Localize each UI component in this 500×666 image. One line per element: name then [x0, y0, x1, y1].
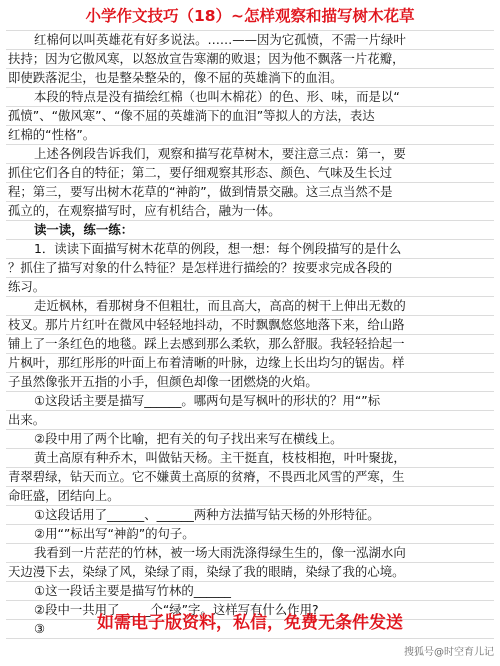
text-line: ①这段话用了______、______两种方法描写钻天杨的外形特征。	[6, 506, 494, 525]
text-line: ③	[6, 620, 494, 639]
text-line: 红棉的“性格”。	[6, 126, 494, 145]
text-line: 孤愤”、“傲风寒”、“像不屈的英雄淌下的血泪”等拟人的方法，表达	[6, 107, 494, 126]
text-line: 程；第三，要写出树木花草的“神韵”，做到情景交融。这三点当然不是	[6, 183, 494, 202]
promo-banner: 如需电子版资料，私信，免费无条件发送	[97, 613, 403, 633]
watermark: 搜狐号@时空育儿记	[404, 647, 494, 658]
text-line: 天边漫下去，染绿了风，染绿了雨，染绿了我的眼睛，染绿了我的心境。	[6, 563, 494, 582]
text-line: 出来。	[6, 411, 494, 430]
section-heading: 读一读，练一练：	[6, 221, 494, 240]
text-line: ①这段话主要是描写______。哪两句是写枫叶的形状的？用“”标	[6, 392, 494, 411]
text-line: 铺上了一条红色的地毯。踩上去感到那么柔软，那么舒服。我轻轻拾起一	[6, 335, 494, 354]
text-line: 抓住它们各自的特征；第二，要仔细观察其形态、颜色、气味及生长过	[6, 164, 494, 183]
text-line: 黄土高原有种乔木，叫做钻天杨。主干挺直，枝枝相抱，叶叶聚拢，	[6, 449, 494, 468]
text-line: 扶持；因为它傲风寒，以怒放宣告寒潮的败退；因为他不飘落一片花瓣，	[6, 50, 494, 69]
text-line: ？抓住了描写对象的什么特征？是怎样进行描绘的？按要求完成各段的	[6, 259, 494, 278]
text-line: 上述各例段告诉我们，观察和描写花草树木，要注意三点：第一，要	[6, 145, 494, 164]
text-line: 枝叉。那片片红叶在微风中轻轻地抖动，不时飘飘悠悠地落下来，给山路	[6, 316, 494, 335]
text-line: 命旺盛，团结向上。	[6, 487, 494, 506]
text-line: 本段的特点是没有描绘红棉（也叫木棉花）的色、形、味，而是以“	[6, 88, 494, 107]
text-line: ②段中一共用了_____个“绿”字。这样写有什么作用?	[6, 601, 494, 620]
text-line: 走近枫林，看那树身不但粗壮，而且高大，高高的树干上伸出无数的	[6, 297, 494, 316]
text-line: 子虽然像张开五指的小手，但颜色却像一团燃烧的火焰。	[6, 373, 494, 392]
text-line: 孤立的，在观察描写时，应有机结合，融为一体。	[6, 202, 494, 221]
text-line: 即使跌落泥尘，也是整朵整朵的，像不屈的英雄淌下的血泪。	[6, 69, 494, 88]
text-line: ②用“”标出写“神韵”的句子。	[6, 525, 494, 544]
text-line: 片枫叶，那红彤彤的叶面上布着清晰的叶脉，边缘上长出均匀的锯齿。样	[6, 354, 494, 373]
page-title: 小学作文技巧（18）~怎样观察和描写树木花草	[85, 7, 415, 25]
text-line: 红棉何以叫英雄花有好多说法。……——因为它孤愤，不需一片绿叶	[6, 31, 494, 50]
text-line: ②段中用了两个比喻，把有关的句子找出来写在横线上。	[6, 430, 494, 449]
text-line: ①这一段话主要是描写竹林的______	[6, 582, 494, 601]
text-line: 练习。	[6, 278, 494, 297]
document-body	[6, 30, 494, 639]
text-line: 青翠碧绿，钻天而立。它不嫌黄土高原的贫瘠，不畏西北风雪的严寒，生	[6, 468, 494, 487]
text-line: 我看到一片茫茫的竹林，被一场大雨洗涤得绿生生的，像一泓湖水向	[6, 544, 494, 563]
text-line: 1．读读下面描写树木花草的例段，想一想：每个例段描写的是什么	[6, 240, 494, 259]
